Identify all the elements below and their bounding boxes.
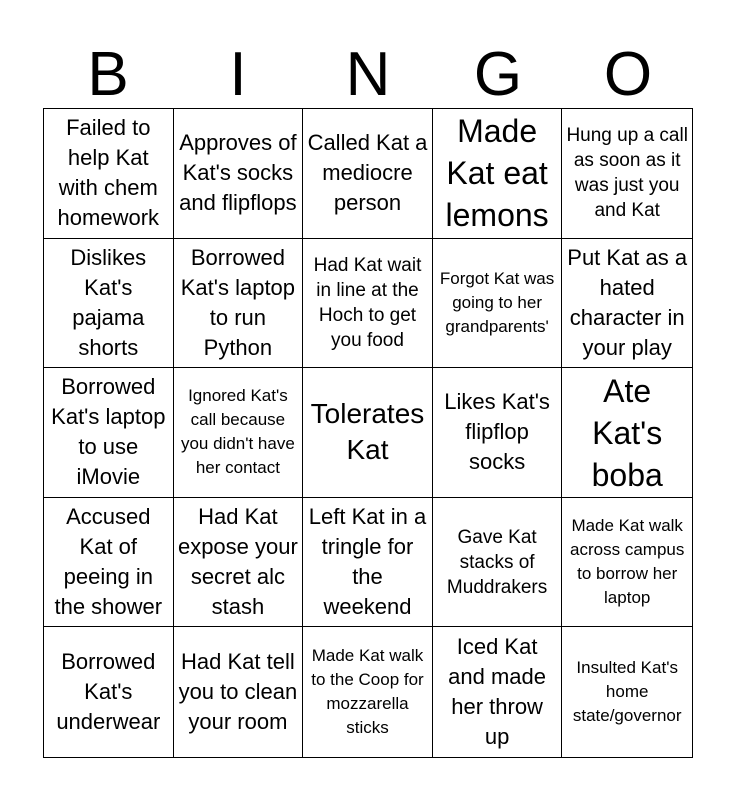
header-letter-n: N: [345, 40, 391, 109]
cell-text: Dislikes Kat's pajama shorts: [70, 244, 147, 360]
header-letter-b: B: [87, 40, 129, 109]
cell-text: Had Kat expose your secret alc stash: [177, 504, 298, 620]
bingo-cell[interactable]: [174, 498, 304, 628]
cell-text: Hung up a call as soon as it was just you and Kat: [566, 125, 688, 222]
cell-text: Likes Kat's flipflop socks: [444, 389, 550, 475]
bingo-cell[interactable]: [433, 239, 563, 369]
cell-text: Accused Kat of peeing in the shower: [54, 504, 163, 620]
bingo-cell[interactable]: [174, 368, 304, 498]
bingo-cell[interactable]: [174, 239, 304, 369]
cell-text: Insulted Kat's home state/governor: [572, 658, 682, 726]
cell-text: Borrowed Kat's laptop to use iMovie: [51, 374, 166, 490]
cell-text: Had Kat tell you to clean your room: [178, 649, 298, 735]
cell-text: Borrowed Kat's underwear: [56, 649, 161, 735]
bingo-board: [43, 108, 693, 758]
cell-text: Ignored Kat's call because you didn't have her contact: [180, 386, 295, 478]
bingo-cell[interactable]: [562, 368, 692, 498]
cell-text: Forgot Kat was going to her grandparents': [439, 268, 555, 336]
bingo-cell[interactable]: [562, 627, 692, 757]
bingo-header: [43, 42, 693, 108]
bingo-cell[interactable]: [174, 109, 304, 239]
bingo-cell[interactable]: [44, 368, 174, 498]
bingo-cell[interactable]: [303, 627, 433, 757]
bingo-cell[interactable]: [44, 498, 174, 628]
cell-text: Left Kat in a tringle for the weekend: [308, 504, 427, 620]
cell-text: Ate Kat's boba: [591, 372, 663, 493]
cell-text: Made Kat walk to the Coop for mozzarella sticks: [311, 646, 424, 738]
bingo-cell[interactable]: [44, 239, 174, 369]
cell-text: Approves of Kat's socks and flipflops: [179, 130, 297, 216]
cell-text: Had Kat wait in line at the Hoch to get you food: [313, 254, 422, 351]
bingo-cell[interactable]: [174, 627, 304, 757]
cell-text: Failed to help Kat with chem homework: [57, 115, 160, 231]
bingo-cell[interactable]: [44, 109, 174, 239]
cell-text: Put Kat as a hated character in your play: [567, 244, 688, 360]
cell-text: Gave Kat stacks of Muddrakers: [446, 526, 548, 598]
header-letter-o: O: [603, 40, 653, 109]
bingo-cell[interactable]: [562, 498, 692, 628]
bingo-cell[interactable]: [303, 239, 433, 369]
bingo-cell[interactable]: [562, 109, 692, 239]
bingo-cell[interactable]: [303, 368, 433, 498]
bingo-cell[interactable]: [433, 109, 563, 239]
cell-text: Iced Kat and made her throw up: [448, 634, 547, 750]
bingo-cell[interactable]: [562, 239, 692, 369]
cell-text: Made Kat eat lemons: [445, 113, 549, 234]
header-letter-i: I: [229, 40, 247, 109]
cell-text: Borrowed Kat's laptop to run Python: [180, 244, 296, 360]
bingo-cell[interactable]: [433, 368, 563, 498]
bingo-cell[interactable]: [433, 498, 563, 628]
bingo-cell[interactable]: [433, 627, 563, 757]
cell-text: Made Kat walk across campus to borrow her laptop: [570, 516, 685, 608]
bingo-cell[interactable]: [303, 109, 433, 239]
cell-text: Tolerates Kat: [310, 398, 425, 466]
cell-text: Called Kat a mediocre person: [307, 130, 428, 216]
bingo-cell[interactable]: [303, 498, 433, 628]
header-letter-g: G: [473, 40, 523, 109]
bingo-cell[interactable]: [44, 627, 174, 757]
